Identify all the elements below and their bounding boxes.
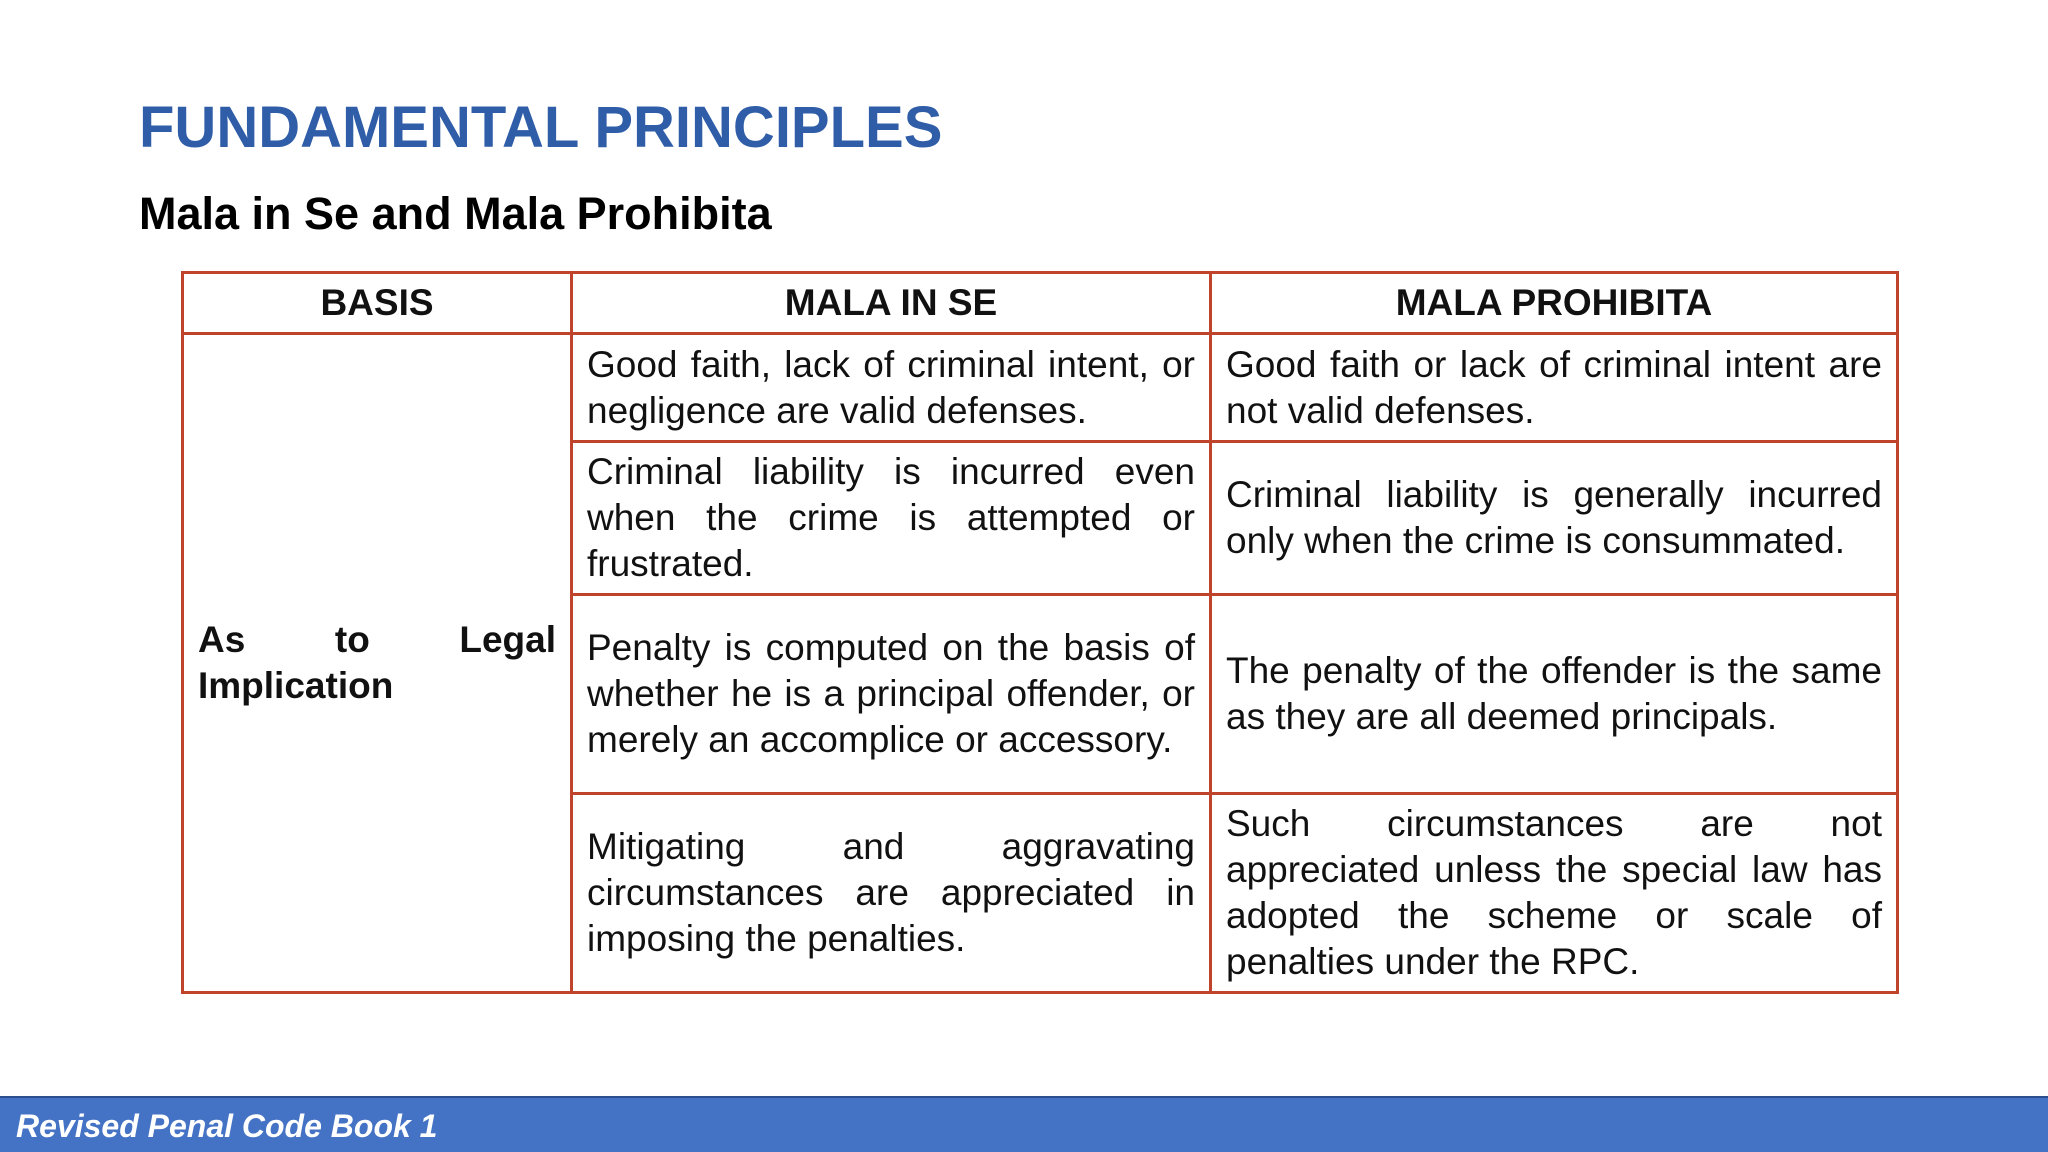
- header-mala-in-se: MALA IN SE: [572, 273, 1211, 334]
- page-subtitle: Mala in Se and Mala Prohibita: [139, 188, 772, 239]
- mala-in-se-cell: Good faith, lack of criminal intent, or negligence are valid defenses.: [572, 334, 1211, 442]
- mala-prohibita-cell: The penalty of the offender is the same as they are all deemed principals.: [1211, 595, 1898, 794]
- page-title: FUNDAMENTAL PRINCIPLES: [139, 95, 943, 160]
- header-mala-prohibita: MALA PROHIBITA: [1211, 273, 1898, 334]
- table-row: [183, 334, 1898, 442]
- mala-prohibita-cell: Such circumstances are not appreciated unless the special law has adopted the scheme or scale of penalties under the RPC.: [1211, 794, 1898, 993]
- mala-prohibita-cell: Good faith or lack of criminal intent are not valid defenses.: [1211, 334, 1898, 442]
- basis-cell: As to Legal Implication: [183, 334, 572, 993]
- mala-prohibita-cell: Criminal liability is generally incurred only when the crime is consummated.: [1211, 442, 1898, 595]
- mala-in-se-cell: Criminal liability is incurred even when the crime is attempted or frustrated.: [572, 442, 1211, 595]
- mala-in-se-cell: Mitigating and aggravating circumstances are appreciated in imposing the penalties.: [572, 794, 1211, 993]
- comparison-table: [181, 271, 1899, 994]
- table-header-row: [183, 273, 1898, 334]
- mala-in-se-cell: Penalty is computed on the basis of whether he is a principal offender, or merely an accomplice or accessory.: [572, 595, 1211, 794]
- footer-label: Revised Penal Code Book 1: [16, 1108, 438, 1144]
- footer-bar: [0, 1096, 2048, 1152]
- header-basis: BASIS: [183, 273, 572, 334]
